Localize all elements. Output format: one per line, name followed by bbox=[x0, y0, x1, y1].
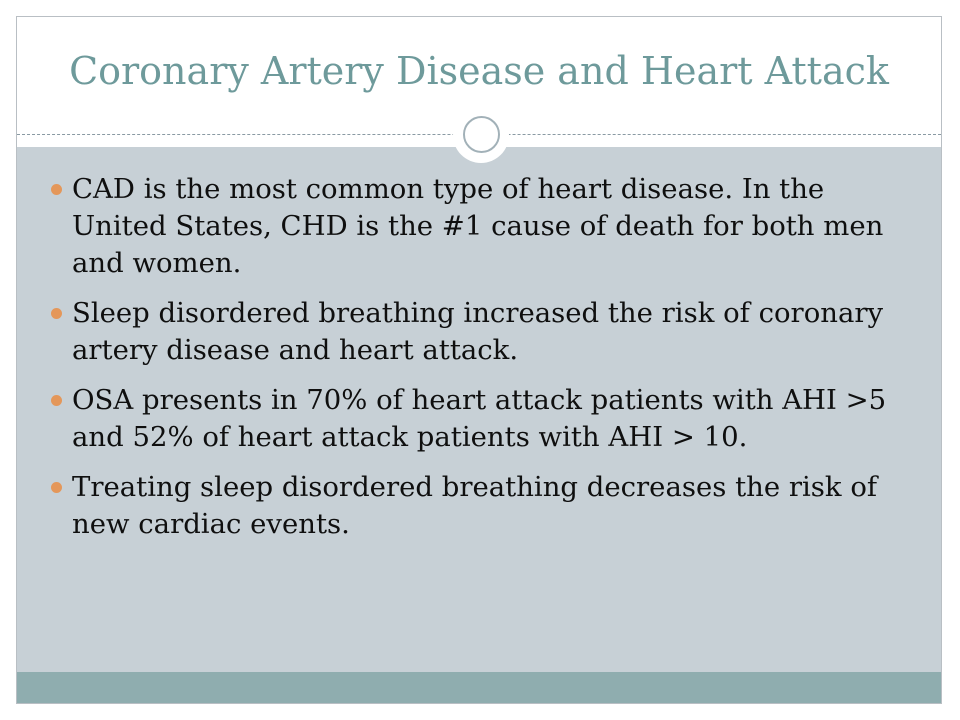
bullet-list bbox=[47, 171, 907, 556]
bullet-item bbox=[47, 295, 907, 369]
bullet-item bbox=[47, 171, 907, 282]
bullet-item bbox=[47, 382, 907, 456]
bullet-dot-icon bbox=[51, 308, 62, 319]
slide bbox=[16, 16, 942, 704]
bullet-text: Sleep disordered breathing increased the risk of coronary artery disease and heart attack. bbox=[72, 297, 884, 366]
bullet-dot-icon bbox=[51, 184, 62, 195]
bullet-dot-icon bbox=[51, 395, 62, 406]
bullet-text: CAD is the most common type of heart disease. In the United States, CHD is the #1 cause of death for both men and women. bbox=[72, 173, 884, 279]
bullet-item bbox=[47, 469, 907, 543]
bullet-text: OSA presents in 70% of heart attack patients with AHI >5 and 52% of heart attack patients with AHI > 10. bbox=[72, 384, 887, 453]
footer-band bbox=[17, 672, 941, 704]
slide-title: Coronary Artery Disease and Heart Attack bbox=[69, 49, 889, 93]
bullet-text: Treating sleep disordered breathing decreases the risk of new cardiac events. bbox=[72, 471, 878, 540]
bullet-dot-icon bbox=[51, 482, 62, 493]
circle-ornament-inner-icon bbox=[463, 116, 500, 153]
